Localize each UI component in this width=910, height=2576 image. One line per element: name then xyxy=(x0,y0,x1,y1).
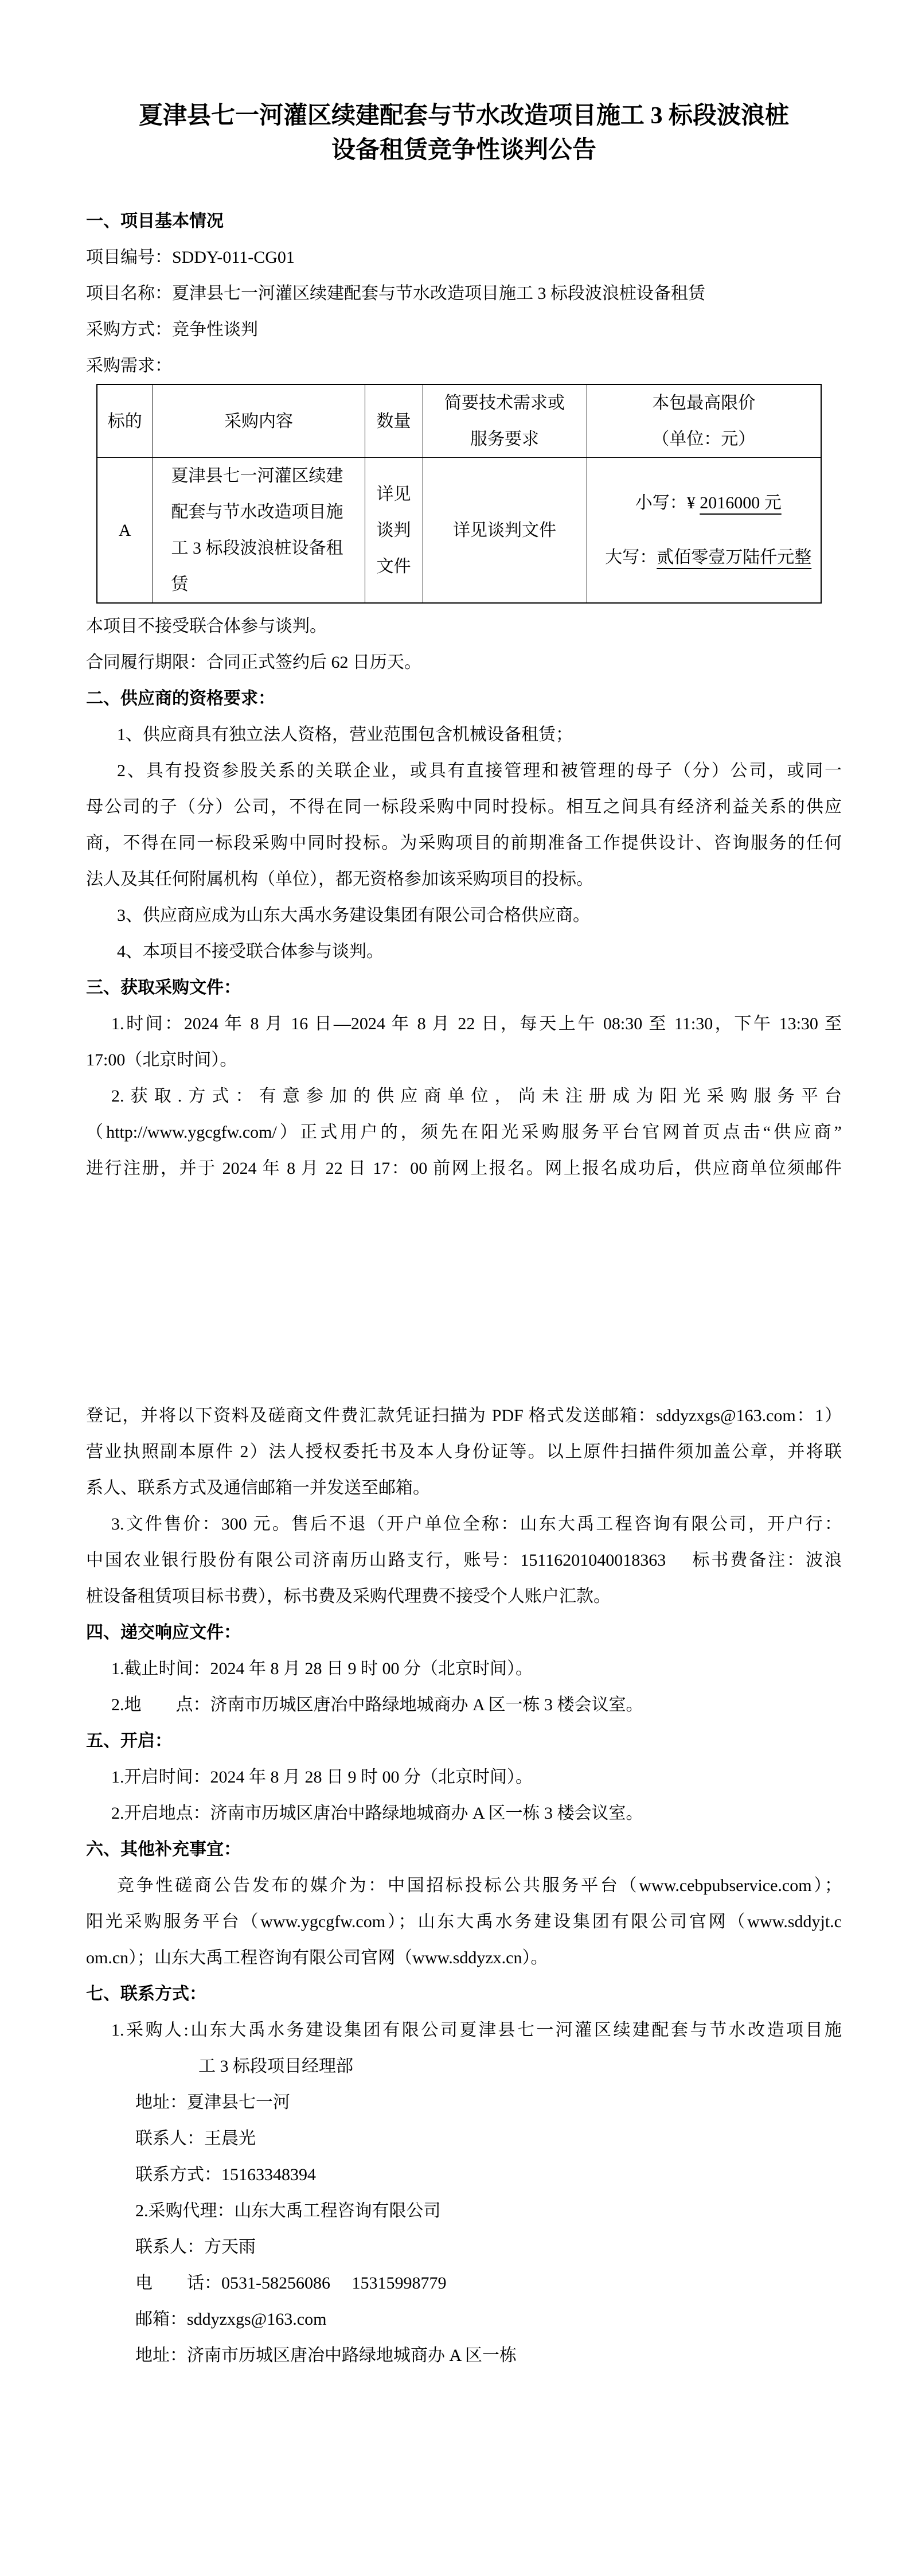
cell-content-lines xyxy=(153,458,365,602)
section7-heading: 七、联系方式： xyxy=(86,1984,206,2003)
agent-name: 2.采购代理：山东大禹工程咨询有限公司 xyxy=(135,2201,441,2220)
section4-item1: 1.截止时间：2024 年 8 月 28 日 9 时 00 分（北京时间）。 xyxy=(111,1659,533,1678)
price-small-value: 2016000 元 xyxy=(700,493,782,512)
buyer-contact-phone: 联系方式：15163348394 xyxy=(135,2165,316,2184)
section2-item3: 3、供应商应成为山东大禹水务建设集团有限公司合格供应商。 xyxy=(117,906,590,925)
cell-content-line: 工 3 标段波浪桩设备租 xyxy=(171,539,343,558)
table-row xyxy=(97,458,821,604)
section3-item2-line: 2.获取.方式：有意参加的供应商单位，尚未注册成为阳光采购服务平台 xyxy=(111,1087,842,1106)
section3-item1 xyxy=(86,1006,842,1078)
section6-paragraph-line: 竞争性磋商公告发布的媒介为：中国招标投标公共服务平台（www.cebpubservice.com）； xyxy=(117,1876,842,1895)
field-project-name: 项目名称：夏津县七一河灌区续建配套与节水改造项目施工 3 标段波浪桩设备租赁 xyxy=(86,284,705,303)
section3-item2-line: 营业执照副本原件 2）法人授权委托书及本人身份证等。以上原件扫描件须加盖公章，并将联 xyxy=(86,1442,842,1461)
header-price-line1: 本包最高限价 xyxy=(652,394,756,413)
page-title-line2: 设备租赁竞争性谈判公告 xyxy=(331,137,596,164)
section2-item2-line: 商，不得在同一标段采购中同时投标。为采购项目的前期准备工作提供设计、咨询服务的任何 xyxy=(86,834,842,853)
section5-item2: 2.开启地点：济南市历城区唐冶中路绿地城商办 A 区一栋 3 楼会议室。 xyxy=(111,1804,643,1823)
section3-item2-page2 xyxy=(86,1398,842,1506)
section3-item3-line: 中国农业银行股份有限公司济南历山路支行，账号：15116201040018363 标书费备注：波浪 xyxy=(86,1551,842,1570)
section3-item3-line: 桩设备租赁项目标书费），标书费及采购代理费不接受个人账户汇款。 xyxy=(86,1587,611,1606)
title-spacer xyxy=(86,168,842,203)
section1-heading: 一、项目基本情况 xyxy=(86,212,224,231)
section5-item1: 1.开启时间：2024 年 8 月 28 日 9 时 00 分（北京时间）。 xyxy=(111,1768,533,1787)
section2-item1: 1、供应商具有独立法人资格，营业范围包含机械设备租赁； xyxy=(117,725,573,744)
section6-paragraph-line: 阳光采购服务平台（www.ygcgfw.com）；山东大禹水务建设集团有限公司官网（www.sddyjt.c xyxy=(86,1912,842,1931)
cell-quantity-line: 文件 xyxy=(376,557,411,576)
page-title xyxy=(86,99,842,168)
cell-content xyxy=(153,458,365,604)
field-project-number: 项目编号：SDDY-011-CG01 xyxy=(86,248,295,267)
table-header-row xyxy=(97,384,821,458)
section3-item2-page1 xyxy=(86,1078,842,1186)
price-small-line xyxy=(596,476,821,530)
header-tech-line1: 简要技术需求或 xyxy=(444,394,565,413)
section2-item2 xyxy=(86,753,842,897)
section3-item3-line: 3.文件售价：300 元。售后不退（开户单位全称：山东大禹工程咨询有限公司，开户行： xyxy=(111,1515,842,1534)
page-break-gap xyxy=(86,1186,842,1398)
header-bid: 标的 xyxy=(97,384,153,458)
cell-content-line: 赁 xyxy=(171,575,189,594)
header-price-line2: （单位：元） xyxy=(652,430,756,449)
procurement-table xyxy=(96,384,822,604)
cell-content-line: 配套与节水改造项目施 xyxy=(171,503,343,522)
price-big-value: 贰佰零壹万陆仟元整 xyxy=(657,548,812,567)
cell-tech: 详见谈判文件 xyxy=(423,458,587,604)
section3-heading: 三、获取采购文件： xyxy=(86,978,241,997)
section2-item2-line: 法人及其任何附属机构（单位），都无资格参加该采购项目的投标。 xyxy=(86,870,593,889)
section6-paragraph-line: om.cn）；山东大禹工程咨询有限公司官网（www.sddyzx.cn）。 xyxy=(86,1948,548,1967)
cell-quantity xyxy=(365,458,423,604)
section3-item3 xyxy=(86,1506,842,1614)
section3-item2-line: 系人、联系方式及通信邮箱一并发送至邮箱。 xyxy=(86,1478,430,1497)
cell-bid: A xyxy=(97,458,153,604)
section2-heading: 二、供应商的资格要求： xyxy=(86,689,275,708)
agent-contact-person: 联系人：方天雨 xyxy=(135,2238,256,2256)
agent-email: 邮箱：sddyzxgs@163.com xyxy=(135,2310,327,2329)
header-quantity: 数量 xyxy=(365,384,423,458)
buyer-name-line2: 工 3 标段项目经理部 xyxy=(198,2057,353,2076)
header-tech xyxy=(423,384,587,458)
buyer-address: 地址：夏津县七一河 xyxy=(135,2093,290,2112)
section3-item2-line: （http://www.ygcgfw.com/）正式用户的，须先在阳光采购服务平台官网首页点击“供应商” xyxy=(86,1123,842,1142)
header-content: 采购内容 xyxy=(153,384,365,458)
agent-telephone: 电 话：0531-58256086 15315998779 xyxy=(135,2274,447,2293)
section3-item1-line: 17:00（北京时间）。 xyxy=(86,1050,237,1069)
section3-item2-line: 进行注册，并于 2024 年 8 月 22 日 17：00 前网上报名。网上报名成功后，供应商单位须邮件 xyxy=(86,1159,842,1178)
cell-quantity-lines xyxy=(365,476,423,585)
section4-item2: 2.地 点：济南市历城区唐冶中路绿地城商办 A 区一栋 3 楼会议室。 xyxy=(111,1695,643,1714)
section5-heading: 五、开启： xyxy=(86,1731,172,1750)
section4-heading: 四、递交响应文件： xyxy=(86,1623,241,1642)
price-big-label: 大写： xyxy=(605,548,657,567)
note-contract-term: 合同履行期限：合同正式签约后 62 日历天。 xyxy=(86,653,421,672)
section2-item2-line: 2、具有投资参股关系的关联企业，或具有直接管理和被管理的母子（分）公司，或同一 xyxy=(117,761,842,780)
price-small-label: 小写：¥ xyxy=(635,493,700,512)
cell-price xyxy=(587,458,821,604)
header-tech-line2: 服务要求 xyxy=(470,430,539,449)
header-price xyxy=(587,384,821,458)
buyer-contact-person: 联系人：王晨光 xyxy=(135,2129,256,2148)
section2-item4: 4、本项目不接受联合体参与谈判。 xyxy=(117,942,384,961)
agent-address: 地址：济南市历城区唐冶中路绿地城商办 A 区一栋 xyxy=(135,2346,517,2365)
section3-item1-line: 1.时间：2024 年 8 月 16 日—2024 年 8 月 22 日，每天上午 08:30 至 11:30，下午 13:30 至 xyxy=(111,1014,842,1033)
section2-item2-line: 母公司的子（分）公司，不得在同一标段采购中同时投标。相互之间具有经济利益关系的供应 xyxy=(86,797,842,816)
page-title-line1: 夏津县七一河灌区续建配套与节水改造项目施工 3 标段波浪桩 xyxy=(138,103,789,129)
section3-item2-line: 登记，并将以下资料及磋商文件费汇款凭证扫描为 PDF 格式发送邮箱：sddyzxgs@163.com：1） xyxy=(86,1406,842,1425)
field-procurement-demand: 采购需求： xyxy=(86,356,172,375)
table-notes xyxy=(86,608,842,680)
note-no-consortium: 本项目不接受联合体参与谈判。 xyxy=(86,617,327,636)
price-big-line xyxy=(596,530,821,585)
field-procurement-method: 采购方式：竞争性谈判 xyxy=(86,320,258,339)
buyer-name-line1: 1.采购人:山东大禹水务建设集团有限公司夏津县七一河灌区续建配套与节水改造项目施 xyxy=(111,2021,842,2040)
cell-quantity-line: 详见 xyxy=(376,484,411,504)
section6-paragraph xyxy=(86,1867,842,1976)
cell-quantity-line: 谈判 xyxy=(376,520,411,540)
cell-content-line: 夏津县七一河灌区续建 xyxy=(171,466,343,485)
section6-heading: 六、其他补充事宜： xyxy=(86,1840,241,1859)
